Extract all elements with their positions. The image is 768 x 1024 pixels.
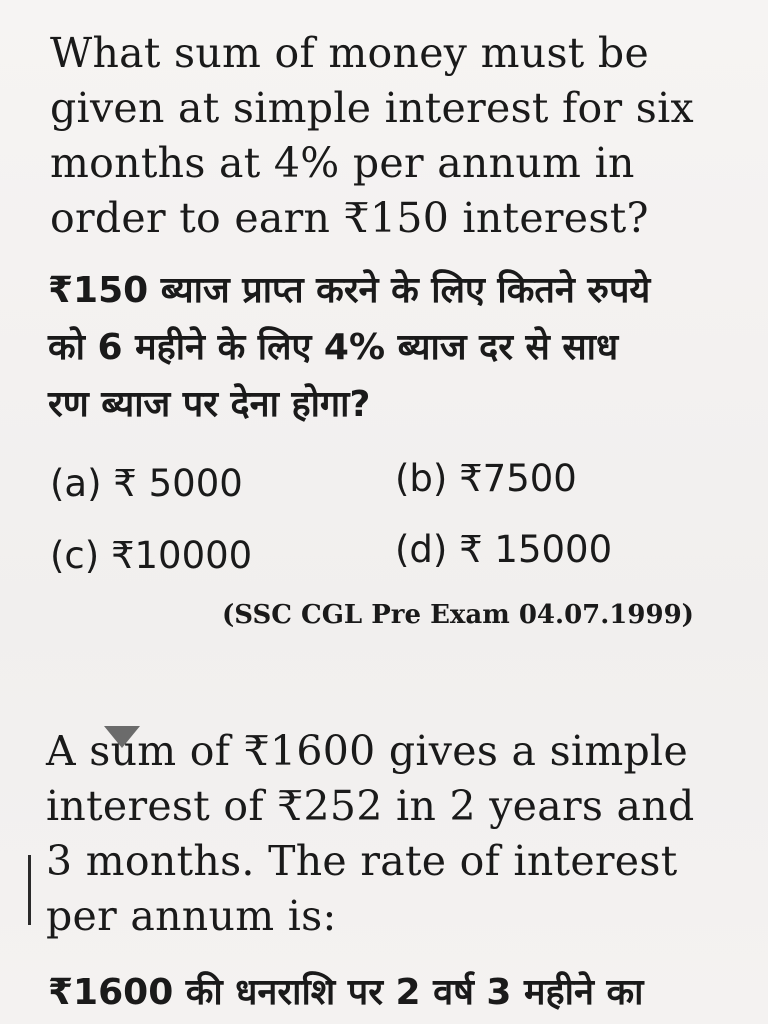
q2-en-line-2: interest of ₹252 in 2 years and	[46, 782, 695, 830]
question-1-english	[50, 26, 694, 246]
q2-en-line-4: per annum is:	[46, 892, 337, 940]
q1-en-line-3: months at 4% per annum in	[50, 139, 635, 187]
exam-source: (SSC CGL Pre Exam 04.07.1999)	[222, 600, 694, 630]
q1-hi-line-1: ₹150 ब्याज प्राप्त करने के लिए कितने रुपये	[48, 270, 651, 311]
q1-en-line-4: order to earn ₹150 interest?	[50, 194, 649, 242]
option-c: (c) ₹10000	[50, 534, 253, 577]
q1-hi-line-2: को 6 महीने के लिए 4% ब्याज दर से साध	[48, 327, 619, 368]
question-2-hindi	[48, 964, 643, 1021]
q2-hi-line-1: ₹1600 की धनराशि पर 2 वर्ष 3 महीने का	[48, 972, 644, 1013]
option-a: (a) ₹ 5000	[50, 462, 243, 505]
question-1-hindi	[48, 262, 650, 433]
q1-en-line-1: What sum of money must be	[50, 29, 650, 77]
question-2-english	[46, 724, 695, 944]
margin-line	[28, 855, 31, 925]
q1-en-line-2: given at simple interest for six	[50, 84, 694, 132]
q1-hi-line-3: रण ब्याज पर देना होगा?	[48, 384, 371, 425]
q2-en-line-1: A sum of ₹1600 gives a simple	[46, 727, 689, 775]
option-d: (d) ₹ 15000	[395, 528, 613, 571]
q2-en-line-3: 3 months. The rate of interest	[46, 837, 678, 885]
option-b: (b) ₹7500	[395, 457, 577, 500]
